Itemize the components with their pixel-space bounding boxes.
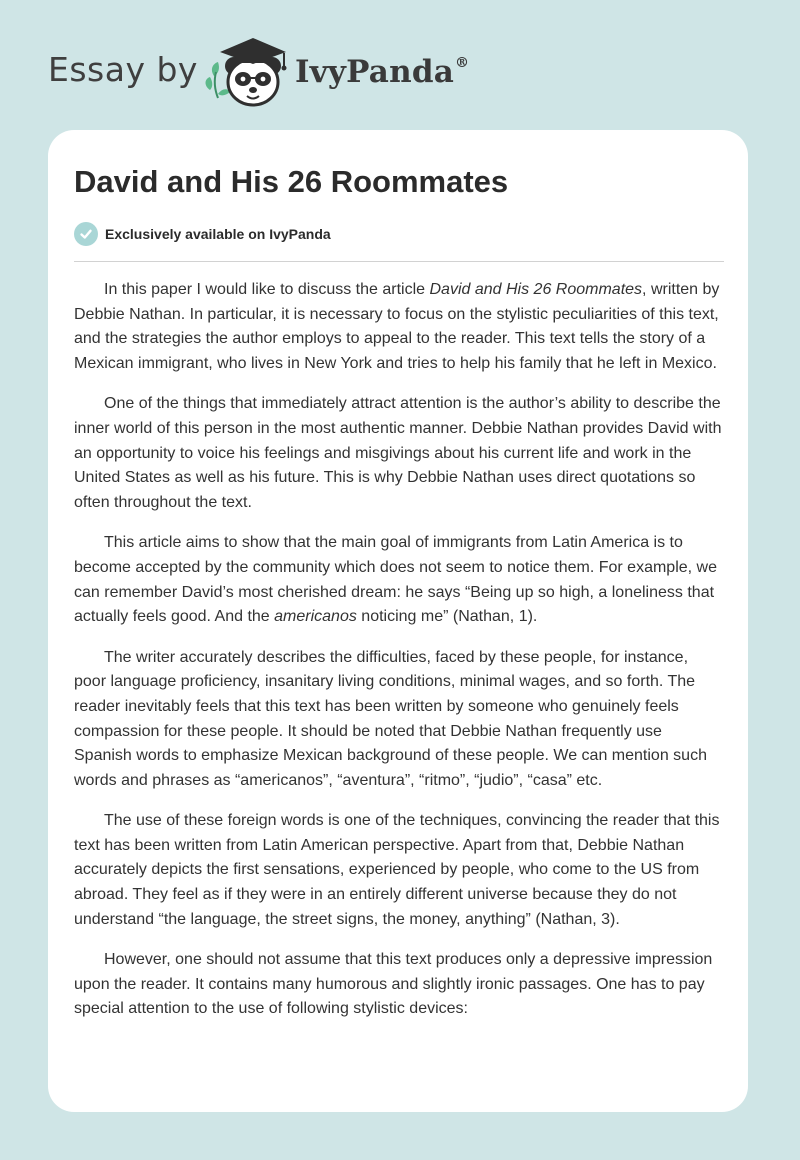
divider — [74, 261, 724, 262]
paragraph: This article aims to show that the main goal of immigrants from Latin America is to become accepted by the community which does not seem to notice them. For example, we can remember David’s most cherished dream: he says “Being up so high, a loneliness that actually feels good. And the americanos noticing me” (Nathan, 1). — [74, 534, 717, 626]
paragraph: The writer accurately describes the difficulties, faced by these people, for instance, poor language proficiency, insanitary living conditions, minimal wages, and so forth. The reader inevitably feels that this text has been written by someone who genuinely feels compassion for these people. It should be noted that Debbie Nathan frequently use Spanish words to emphasize Mexican background of these people. We can mention such words and phrases as “americanos”, “aventura”, “ritmo”, “judio”, “casa” etc. — [74, 648, 707, 789]
brand-name: IvyPanda — [295, 54, 454, 90]
paragraph: In this paper I would like to discuss the article David and His 26 Roommates, written by Debbie Nathan. In particular, it is necessary to focus on the stylistic peculiarities of this text, and the strategies the author employs to appeal to the reader. This text tells the story of a Mexican immigrant, who lives in New York and tries to help his family that he left in Mexico. — [74, 281, 720, 372]
article-title-italic: David and His 26 Roommates — [429, 281, 643, 298]
brand-logo-text[interactable] — [295, 54, 469, 90]
essay-by-label: Essay by — [48, 50, 198, 89]
essay-card — [48, 130, 748, 1112]
exclusive-badge-label: Exclusively available on IvyPanda — [105, 226, 331, 242]
panda-logo-icon[interactable] — [200, 32, 296, 112]
page-title: David and His 26 Roommates — [74, 164, 509, 199]
exclusive-badge — [74, 221, 331, 247]
registered-mark: ® — [455, 54, 470, 71]
paragraph: One of the things that immediately attract attention is the author’s ability to describe the inner world of this person in the most authentic manner. Debbie Nathan provides David with an opportunity to voice his feelings and misgivings about his current life and work in the United States as well as his future. This is why Debbie Nathan uses direct quotations so often throughout the text. — [74, 395, 722, 511]
site-header — [48, 32, 648, 112]
check-icon — [74, 222, 98, 246]
paragraph: The use of these foreign words is one of the techniques, convincing the reader that this text has been written from Latin American perspective. Apart from that, Debbie Nathan accurately depicts the first sensations, experienced by people, who come to the US from abroad. They feel as if they were in an entirely different universe because they do not understand “the language, the street signs, the money, anything” (Nathan, 3). — [74, 812, 720, 928]
essay-body — [74, 278, 724, 1038]
americanos-italic: americanos — [274, 608, 357, 626]
paragraph: However, one should not assume that this text produces only a depressive impression upon the reader. It contains many humorous and slightly ironic passages. One has to pay special attention to the use of following stylistic devices: — [74, 951, 713, 1018]
